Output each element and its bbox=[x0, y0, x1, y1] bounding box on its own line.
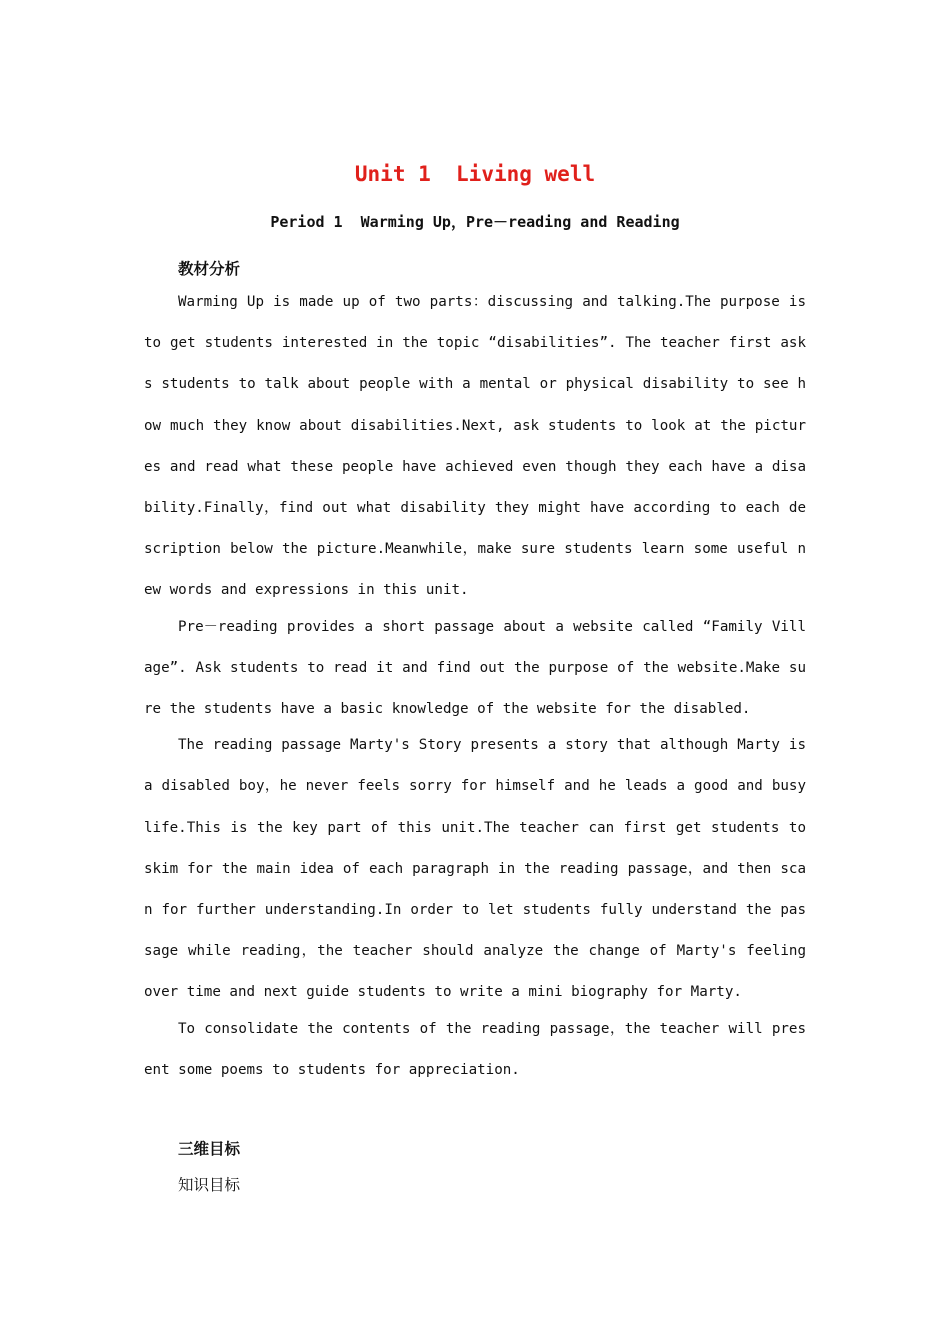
paragraph-pre-reading: Pre－reading provides a short passage about a website called “Family Village”. Ask students to read it and find out the purpose of the website.Make sure the students have a basic knowledge of the website for the disabled. bbox=[144, 618, 806, 718]
section-heading-three-dimensional-goals: 三维目标 bbox=[178, 1140, 241, 1158]
section-heading-knowledge-goals: 知识目标 bbox=[178, 1176, 241, 1194]
analysis-body bbox=[144, 282, 806, 1091]
paragraph-reading: The reading passage Marty's Story presents a story that although Marty is a disabled boy，he never feels sorry for himself and he leads a good and busy life.This is the key part of this unit.The teacher can first get students to skim for the main idea of each paragraph in the reading passage，and then scan for further understanding.In order to let students fully understand the passage while reading，the teacher should analyze the change of Marty's feeling over time and next guide students to write a mini biography for Marty. bbox=[144, 737, 806, 1001]
period-subtitle: Period 1 Warming Up，Pre－reading and Reading bbox=[270, 213, 680, 231]
section-heading-textbook-analysis: 教材分析 bbox=[178, 260, 241, 278]
paragraph-warming-up: Warming Up is made up of two parts：discussing and talking.The purpose is to get students interested in the topic “disabilities”. The teacher first asks students to talk about people with a mental or physical disability to see how much they know about disabilities.Next, ask students to look at the pictures and read what these people have achieved even though they each have a disability.Finally，find out what disability they might have according to each description below the picture.Meanwhile，make sure students learn some useful new words and expressions in this unit. bbox=[144, 294, 806, 599]
paragraph-consolidation: To consolidate the contents of the reading passage，the teacher will present some poems to students for appreciation. bbox=[144, 1020, 806, 1078]
unit-title: Unit 1 Living well bbox=[354, 162, 596, 186]
